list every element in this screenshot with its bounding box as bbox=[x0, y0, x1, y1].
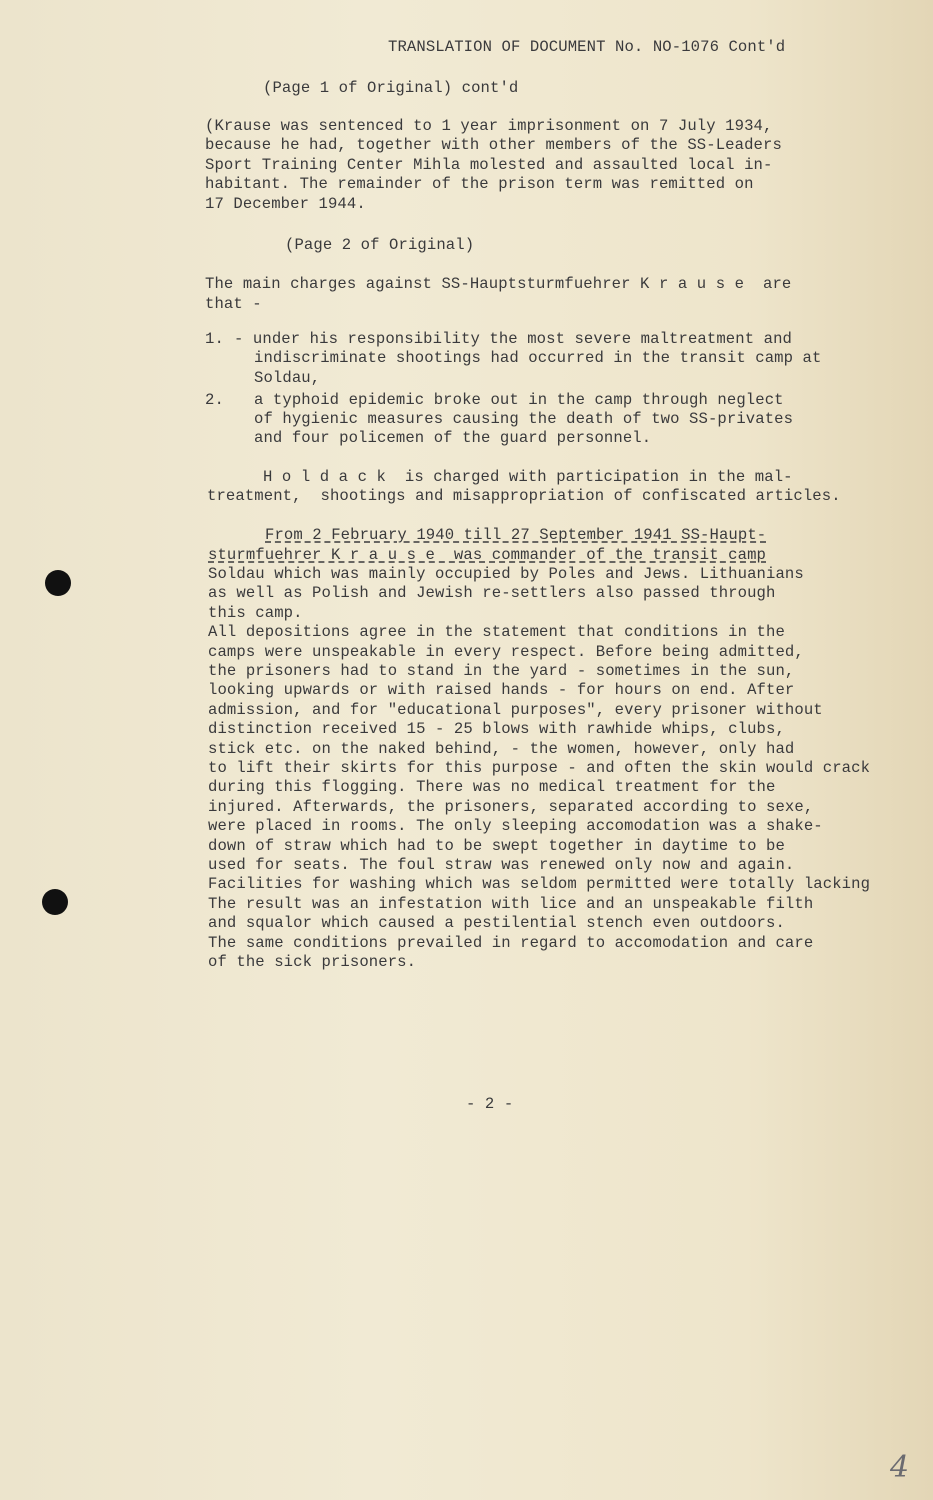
text-line: stick etc. on the naked behind, - the women, however, only had bbox=[208, 739, 795, 758]
page-1-heading: (Page 1 of Original) cont'd bbox=[263, 79, 519, 97]
text-line: 17 December 1944. bbox=[205, 195, 366, 213]
underlined-line: sturmfuehrer K r a u s e was commander of the transit camp bbox=[208, 546, 767, 564]
text-line: that - bbox=[205, 295, 262, 313]
text-line: The same conditions prevailed in regard to accomodation and care bbox=[208, 933, 814, 952]
text-line: H o l d a c k is charged with participation in the mal- bbox=[263, 468, 793, 486]
text-line: Soldau, bbox=[254, 369, 321, 387]
text-line: of hygienic measures causing the death of two SS-privates bbox=[254, 410, 794, 428]
text-line: Facilities for washing which was seldom permitted were totally lacking bbox=[208, 875, 871, 894]
text-line: used for seats. The foul straw was renewed only now and again. bbox=[208, 856, 795, 874]
text-line: of the sick prisoners. bbox=[208, 953, 417, 971]
handwritten-page-mark: 4 bbox=[890, 1450, 910, 1485]
text-line: were placed in rooms. The only sleeping accomodation was a shake- bbox=[208, 817, 823, 836]
text-line: down of straw which had to be swept together in daytime to be bbox=[208, 836, 785, 855]
text-line: and four policemen of the guard personnel. bbox=[254, 429, 652, 447]
text-line: the prisoners had to stand in the yard - sometimes in the sun, bbox=[208, 662, 795, 680]
punch-hole bbox=[45, 570, 71, 596]
text-line: and squalor which caused a pestilential stench even outdoors. bbox=[208, 914, 785, 933]
text-line: distinction received 15 - 25 blows with rawhide whips, clubs, bbox=[208, 720, 785, 739]
text-line: The main charges against SS-Hauptsturmfuehrer K r a u s e are bbox=[205, 275, 792, 293]
text-line: habitant. The remainder of the prison term was remitted on bbox=[205, 175, 754, 193]
text-line: this camp. bbox=[208, 603, 303, 622]
page-number: - 2 - bbox=[466, 1095, 514, 1113]
text-line: indiscriminate shootings had occurred in the transit camp at bbox=[254, 349, 822, 367]
text-line: Sport Training Center Mihla molested and assaulted local in- bbox=[205, 156, 773, 174]
text-line: injured. Afterwards, the prisoners, separated according to sexe, bbox=[208, 797, 814, 816]
text-line: (Krause was sentenced to 1 year imprisonment on 7 July 1934, bbox=[205, 117, 773, 135]
text-line: to lift their skirts for this purpose - and often the skin would crack bbox=[208, 759, 871, 777]
punch-hole bbox=[42, 889, 68, 915]
text-line: treatment, shootings and misappropriation of confiscated articles. bbox=[207, 487, 841, 505]
page-2-heading: (Page 2 of Original) bbox=[285, 236, 475, 254]
text-line: Soldau which was mainly occupied by Poles and Jews. Lithuanians bbox=[208, 565, 804, 583]
text-line: because he had, together with other members of the SS-Leaders bbox=[205, 136, 782, 154]
underlined-line: From 2 February 1940 till 27 September 1941 SS-Haupt- bbox=[265, 526, 767, 544]
item-number: 1. bbox=[205, 330, 224, 348]
item-number: 2. bbox=[205, 391, 224, 409]
text-line: All depositions agree in the statement that conditions in the bbox=[208, 623, 785, 642]
text-line: admission, and for "educational purposes", every prisoner without bbox=[208, 700, 823, 719]
text-line: - under his responsibility the most severe maltreatment and bbox=[234, 330, 793, 348]
text-line: looking upwards or with raised hands - for hours on end. After bbox=[208, 681, 795, 700]
document-header: TRANSLATION OF DOCUMENT No. NO-1076 Cont'd bbox=[388, 38, 786, 56]
text-line: as well as Polish and Jewish re-settlers also passed through bbox=[208, 584, 776, 603]
text-line: camps were unspeakable in every respect. Before being admitted, bbox=[208, 642, 804, 661]
text-line: a typhoid epidemic broke out in the camp through neglect bbox=[254, 391, 784, 409]
text-line: The result was an infestation with lice and an unspeakable filth bbox=[208, 894, 814, 913]
text-line: during this flogging. There was no medical treatment for the bbox=[208, 778, 776, 797]
